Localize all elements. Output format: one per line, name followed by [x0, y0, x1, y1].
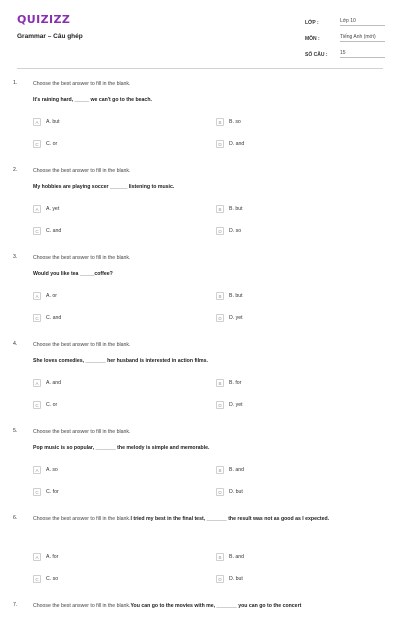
option-text: C. and: [46, 315, 62, 321]
option-c[interactable]: [33, 139, 57, 149]
option-letter-box: A: [33, 205, 41, 213]
option-letter-box: A: [33, 292, 41, 300]
question-instruction: Choose the best answer to fill in the blank.: [33, 81, 131, 87]
option-letter-box: D: [216, 140, 224, 148]
option-d[interactable]: [216, 139, 244, 149]
option-letter-box: A: [33, 379, 41, 387]
option-letter-box: C: [33, 401, 41, 409]
option-a[interactable]: [33, 552, 58, 562]
option-a[interactable]: [33, 117, 60, 127]
question-instruction: Choose the best answer to fill in the blank.: [33, 516, 131, 522]
question-instruction: Choose the best answer to fill in the blank.: [33, 168, 131, 174]
option-letter-box: B: [216, 205, 224, 213]
option-text: D. yet: [229, 315, 243, 321]
option-letter-box: A: [33, 118, 41, 126]
option-text: B. but: [229, 206, 243, 212]
option-b[interactable]: [216, 378, 241, 388]
quizizz-logo: QUIZIZZ: [17, 13, 71, 26]
option-text: B. so: [229, 119, 241, 125]
meta-label: MÔN :: [305, 36, 320, 42]
option-letter-box: B: [216, 118, 224, 126]
option-text: C. so: [46, 576, 59, 582]
option-letter-box: D: [216, 575, 224, 583]
question-item: [0, 337, 400, 424]
question-item: [0, 76, 400, 163]
question-item: [0, 163, 400, 250]
option-letter-box: C: [33, 227, 41, 235]
meta-value: Tiếng Anh (mới): [340, 34, 385, 42]
option-letter-box: C: [33, 140, 41, 148]
option-text: B. and: [229, 554, 244, 560]
question-prompt: [33, 515, 389, 523]
option-text: A. or: [46, 293, 57, 299]
option-text: C. for: [46, 489, 59, 495]
meta-label: LỚP :: [305, 20, 319, 26]
option-letter-box: B: [216, 553, 224, 561]
option-text: B. and: [229, 467, 244, 473]
option-text: A. but: [46, 119, 60, 125]
option-letter-box: B: [216, 379, 224, 387]
question-number: 7.: [13, 602, 18, 608]
option-text: D. and: [229, 141, 245, 147]
option-text: D. but: [229, 489, 243, 495]
question-instruction: Choose the best answer to fill in the blank.: [33, 429, 131, 435]
meta-row-count: [305, 46, 385, 58]
option-letter-box: D: [216, 227, 224, 235]
option-letter-box: B: [216, 466, 224, 474]
option-letter-box: D: [216, 488, 224, 496]
question-number: 2.: [13, 167, 18, 173]
question-number: 5.: [13, 428, 18, 434]
option-letter-box: C: [33, 314, 41, 322]
option-c[interactable]: [33, 487, 59, 497]
option-c[interactable]: [33, 400, 57, 410]
option-d[interactable]: [216, 400, 243, 410]
option-letter-box: A: [33, 553, 41, 561]
option-b[interactable]: [216, 465, 244, 475]
meta-label: SỐ CÂU :: [305, 52, 328, 58]
option-text: A. yet: [46, 206, 60, 212]
question-text: She loves comedies, _______ her husband is interested in action films.: [33, 358, 208, 364]
question-number: 3.: [13, 254, 18, 260]
option-d[interactable]: [216, 574, 243, 584]
option-letter-box: D: [216, 401, 224, 409]
question-item: [0, 598, 400, 618]
option-text: B. but: [229, 293, 243, 299]
option-c[interactable]: [33, 226, 61, 236]
option-letter-box: C: [33, 488, 41, 496]
question-item: [0, 511, 400, 598]
option-text: C. and: [46, 228, 62, 234]
meta-value: 15: [340, 50, 385, 58]
option-d[interactable]: [216, 313, 243, 323]
option-letter-box: D: [216, 314, 224, 322]
option-text: C. or: [46, 402, 58, 408]
option-c[interactable]: [33, 313, 61, 323]
question-text: I tried my best in the final test, _______ the result was not as good as I expected.: [130, 516, 330, 522]
option-a[interactable]: [33, 465, 58, 475]
question-text: My hobbies are playing soccer ______ listening to music.: [33, 184, 175, 190]
option-letter-box: A: [33, 466, 41, 474]
header-divider: [17, 68, 383, 69]
question-instruction: Choose the best answer to fill in the blank.: [33, 255, 131, 261]
option-text: C. or: [46, 141, 58, 147]
meta-value: Lớp 10: [340, 18, 385, 26]
option-a[interactable]: [33, 204, 59, 214]
option-text: A. so: [46, 467, 58, 473]
question-instruction: Choose the best answer to fill in the blank.: [33, 342, 131, 348]
option-b[interactable]: [216, 117, 241, 127]
worksheet-title: Grammar – Câu ghép: [17, 33, 83, 40]
option-d[interactable]: [216, 226, 241, 236]
option-text: B. for: [229, 380, 242, 386]
option-b[interactable]: [216, 204, 243, 214]
option-b[interactable]: [216, 552, 244, 562]
option-c[interactable]: [33, 574, 58, 584]
question-prompt: [33, 602, 389, 610]
question-number: 4.: [13, 341, 18, 347]
option-b[interactable]: [216, 291, 243, 301]
question-text: You can go to the movies with me, _______ you can go to the concert: [130, 603, 302, 609]
option-text: A. for: [46, 554, 59, 560]
question-text: It's raining hard, _____ we can't go to the beach.: [33, 97, 152, 103]
question-item: [0, 250, 400, 337]
meta-row-class: [305, 14, 385, 26]
option-text: D. yet: [229, 402, 243, 408]
option-text: D. so: [229, 228, 242, 234]
option-a[interactable]: [33, 378, 61, 388]
option-text: A. and: [46, 380, 61, 386]
option-text: D. but: [229, 576, 243, 582]
option-letter-box: C: [33, 575, 41, 583]
question-list: [0, 76, 400, 618]
option-a[interactable]: [33, 291, 57, 301]
question-number: 1.: [13, 80, 18, 86]
meta-row-subject: [305, 30, 385, 42]
option-d[interactable]: [216, 487, 243, 497]
question-item: [0, 424, 400, 511]
question-text: Would you like tea _____coffee?: [33, 271, 113, 277]
question-text: Pop music is so popular, _______ the melody is simple and memorable.: [33, 445, 210, 451]
worksheet-meta: [305, 14, 385, 62]
option-letter-box: B: [216, 292, 224, 300]
question-number: 6.: [13, 515, 18, 521]
question-instruction: Choose the best answer to fill in the blank.: [33, 603, 131, 609]
